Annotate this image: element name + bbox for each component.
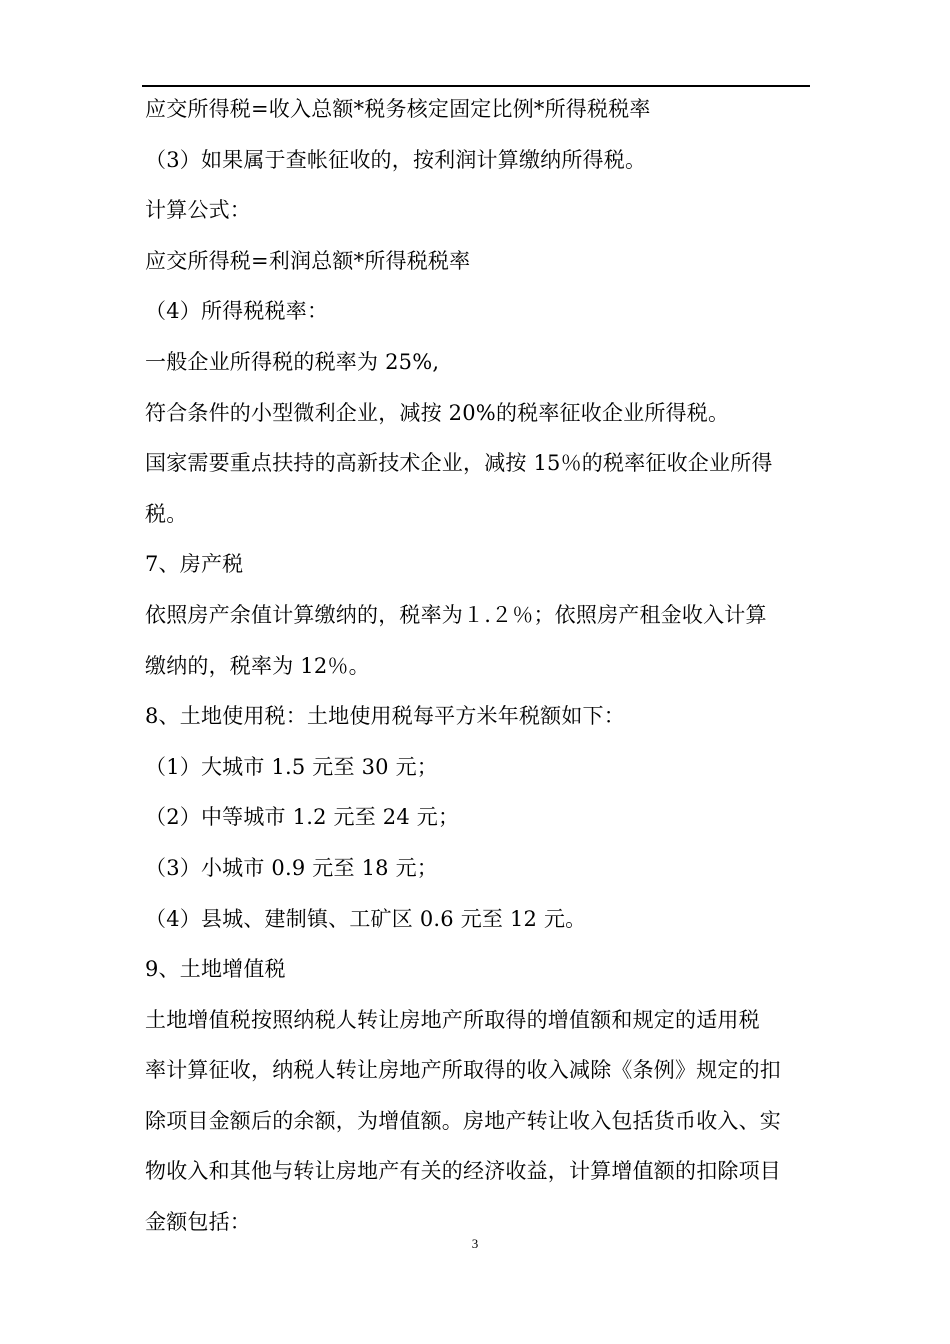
text-line: 土地增值税按照纳税人转让房地产所取得的增值额和规定的适用税 (145, 1007, 760, 1032)
list-item: （1）大城市 1.5 元至 30 元； (145, 754, 438, 779)
section-heading: 8、土地使用税：土地使用税每平方米年税额如下： (145, 704, 625, 729)
section-heading: 7、房产税 (145, 552, 244, 577)
text-line: 应交所得税=利润总额*所得税税率 (145, 248, 471, 273)
text-line: （3）如果属于查帐征收的，按利润计算缴纳所得税。 (145, 147, 647, 172)
list-item: （4）县城、建制镇、工矿区 0.6 元至 12 元。 (145, 906, 587, 931)
text-line: 金额包括： (145, 1210, 251, 1235)
text-line: 物收入和其他与转让房地产有关的经济收益，计算增值额的扣除项目 (145, 1159, 781, 1184)
text-line: 符合条件的小型微利企业，减按 20%的税率征收企业所得税。 (145, 400, 730, 425)
text-line: 除项目金额后的余额，为增值额。房地产转让收入包括货币收入、实 (145, 1108, 781, 1133)
text-line: （4）所得税税率： (145, 299, 329, 324)
page-number: 3 (471, 1236, 479, 1251)
list-item: （2）中等城市 1.2 元至 24 元； (145, 805, 460, 830)
text-line: 计算公式： (145, 198, 251, 223)
text-line: 缴纳的，税率为 12％。 (145, 653, 370, 678)
text-line: 依照房产余值计算缴纳的，税率为１.２％；依照房产租金收入计算 (145, 602, 767, 627)
text-line: 国家需要重点扶持的高新技术企业，减按 15％的税率征收企业所得 (145, 451, 773, 476)
body-text (145, 88, 813, 1252)
text-line: 一般企业所得税的税率为 25%, (145, 349, 440, 374)
section-heading: 9、土地增值税 (145, 957, 286, 982)
text-line: 率计算征收，纳税人转让房地产所取得的收入减除《条例》规定的扣 (145, 1058, 781, 1083)
text-line: 税。 (145, 501, 188, 526)
header-rule (142, 85, 810, 87)
text-line: 应交所得税=收入总额*税务核定固定比例*所得税税率 (145, 97, 651, 121)
list-item: （3）小城市 0.9 元至 18 元； (145, 855, 438, 880)
